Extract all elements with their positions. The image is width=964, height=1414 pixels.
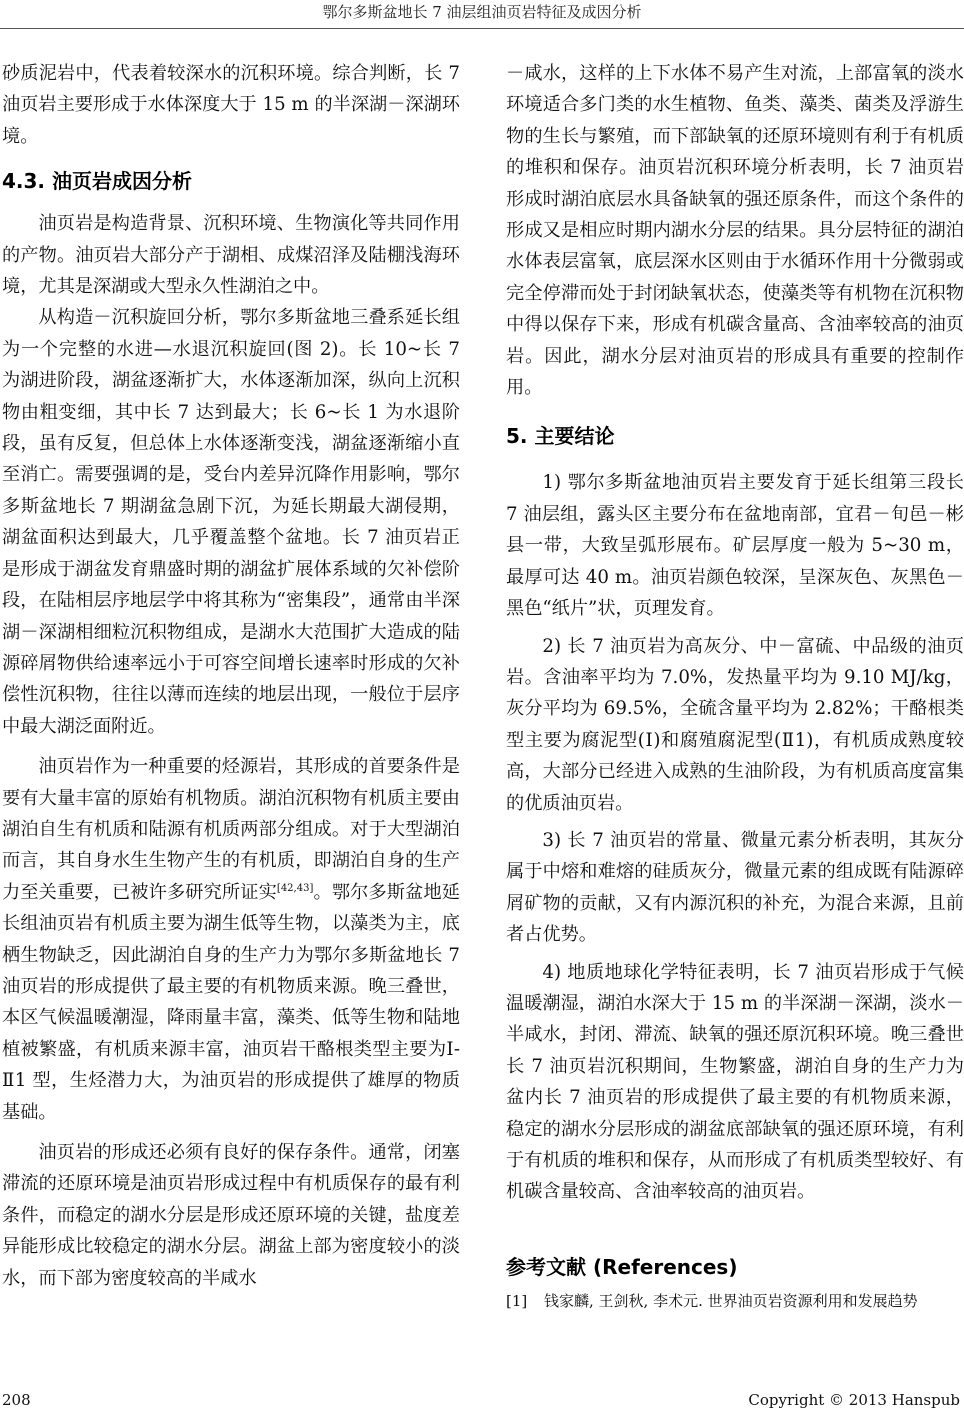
- running-title: 鄂尔多斯盆地长 7 油层组油页岩特征及成因分析: [322, 3, 642, 21]
- left-paragraph-4: 油页岩的形成还必须有良好的保存条件。通常，闭塞滞流的还原环境是油页岩形成过程中有机质保存的最有利条件，而稳定的湖水分层是形成还原环境的关键，盐度差异能形成比较稳定的湖水分层。湖盆上部为密度较小的淡水，而下部为密度较高的半咸水: [2, 1142, 460, 1289]
- left-paragraph-3-part-b: 。鄂尔多斯盆地延长组油页岩有机质主要为湖生低等生物，以藻类为主，底栖生物缺乏，因此湖泊自身的生产力为鄂尔多斯盆地长 7 油页岩的形成提供了最主要的有机物质来源。晚三叠世，本区气候温暖潮湿，降雨量丰富，藻类、低等生物和陆地植被繁盛，有机质来源丰富，油页岩干酪根类型主要为Ⅰ-Ⅱ1 型，生烃潜力大，为油页岩的形成提供了雄厚的物质基础。: [2, 881, 460, 1123]
- conclusion-2: 2) 长 7 油页岩为高灰分、中－富硫、中品级的油页岩。含油率平均为 7.0%，发热量平均为 9.10 MJ/kg，灰分平均为 69.5%，全硫含量平均为 2.82%；干酪根类型主要为腐泥型(Ⅰ)和腐殖腐泥型(Ⅱ1)，有机质成熟度较高，大部分已经进入成熟的生油阶段，为有机质高度富集的优质油页岩。: [506, 635, 964, 814]
- left-paragraph-continued: 砂质泥岩中，代表着较深水的沉积环境。综合判断，长 7 油页岩主要形成于水体深度大于 15 m 的半深湖－深湖环境。: [2, 63, 460, 147]
- section-5-heading: 5. 主要结论: [506, 424, 615, 449]
- conclusion-3: 3) 长 7 油页岩的常量、微量元素分析表明，其灰分属于中熔和难熔的硅质灰分，微量元素的组成既有陆源碎屑矿物的贡献，又有内源沉积的补充，为混合来源，且前者占优势。: [506, 829, 964, 946]
- left-paragraph-3: [2, 751, 460, 1128]
- page-number: 208: [2, 1391, 31, 1409]
- reference-item-1: [506, 1290, 964, 1312]
- running-header: [0, 0, 964, 30]
- reference-number: [1]: [506, 1291, 528, 1310]
- reference-text: 钱家麟, 王剑秋, 李术元. 世界油页岩资源利用和发展趋势: [544, 1291, 918, 1310]
- right-paragraph-continued: －咸水，这样的上下水体不易产生对流，上部富氧的淡水环境适合多门类的水生植物、鱼类、藻类、菌类及浮游生物的生长与繁殖，而下部缺氧的还原环境则有利于有机质的堆积和保存。油页岩沉积环境分析表明，长 7 油页岩形成时湖泊底层水具备缺氧的强还原条件，而这个条件的形成又是相应时期内湖水分层的结果。具分层特征的湖泊水体表层富氧，底层深水区则由于水循环作用十分微弱或完全停滞而处于封闭缺氧状态，使藻类等有机物在沉积物中得以保存下来，形成有机碳含量高、含油率较高的油页岩。因此，湖水分层对油页岩的形成具有重要的控制作用。: [506, 63, 964, 399]
- header-rule: [0, 28, 964, 29]
- left-paragraph-1: 油页岩是构造背景、沉积环境、生物演化等共同作用的产物。油页岩大部分产于湖相、成煤沼泽及陆棚浅海环境，尤其是深湖或大型永久性湖泊之中。: [2, 213, 460, 298]
- left-paragraph-3-part-a: 油页岩作为一种重要的烃源岩，其形成的首要条件是要有大量丰富的原始有机物质。湖泊沉积物有机质主要由湖泊自生有机质和陆源有机质两部分组成。对于大型湖泊而言，其自身水生生物产生的有机质，即湖泊自身的生产力至关重要，已被许多研究所证实: [2, 756, 460, 903]
- left-paragraph-2: 从构造－沉积旋回分析，鄂尔多斯盆地三叠系延长组为一个完整的水进—水退沉积旋回(图 2)。长 10~长 7 为湖进阶段，湖盆逐渐扩大，水体逐渐加深，纵向上沉积物由粗变细，其中长 7 达到最大；长 6~长 1 为水退阶段，虽有反复，但总体上水体逐渐变浅，湖盆逐渐缩小直至消亡。需要强调的是，受台内差异沉降作用影响，鄂尔多斯盆地长 7 期湖盆急剧下沉，为延长期最大湖侵期，湖盆面积达到最大，几乎覆盖整个盆地。长 7 油页岩正是形成于湖盆发育鼎盛时期的湖盆扩展体系域的欠补偿阶段，在陆相层序地层学中将其称为“密集段”，通常由半深湖－深湖相细粒沉积物组成，是湖水大范围扩大造成的陆源碎屑物供给速率远小于可容空间增长速率时形成的欠补偿性沉积物，往往以薄而连续的地层出现，一般位于层序中最大湖泛面附近。: [2, 307, 460, 737]
- section-4-3-heading: 4.3. 油页岩成因分析: [2, 169, 192, 194]
- copyright-notice: Copyright © 2013 Hanspub: [748, 1391, 960, 1409]
- conclusion-1: 1) 鄂尔多斯盆地油页岩主要发育于延长组第三段长 7 油层组，露头区主要分布在盆地南部，宜君－旬邑－彬县一带，大致呈弧形展布。矿层厚度一般为 5~30 m，最厚可达 40 m。油页岩颜色较深，呈深灰色、灰黑色－黑色“纸片”状，页理发育。: [506, 472, 964, 620]
- conclusion-4: 4) 地质地球化学特征表明，长 7 油页岩形成于气候温暖潮湿，湖泊水深大于 15 m 的半深湖－深湖，淡水－半咸水，封闭、滞流、缺氧的强还原沉积环境。晚三叠世长 7 油页岩沉积期间，生物繁盛，湖泊自身的生产力为盆内长 7 油页岩的形成提供了最主要的有机物质来源，稳定的湖水分层形成的湖盆底部缺氧的强还原环境，有利于有机质的堆积和保存，从而形成了有机质类型较好、有机碳含量较高、含油率较高的油页岩。: [506, 961, 964, 1203]
- references-heading: 参考文献 (References): [506, 1254, 738, 1279]
- right-column: [506, 58, 964, 1312]
- left-column: [2, 58, 460, 1294]
- citation-42-43[interactable]: [42,43]: [276, 882, 314, 894]
